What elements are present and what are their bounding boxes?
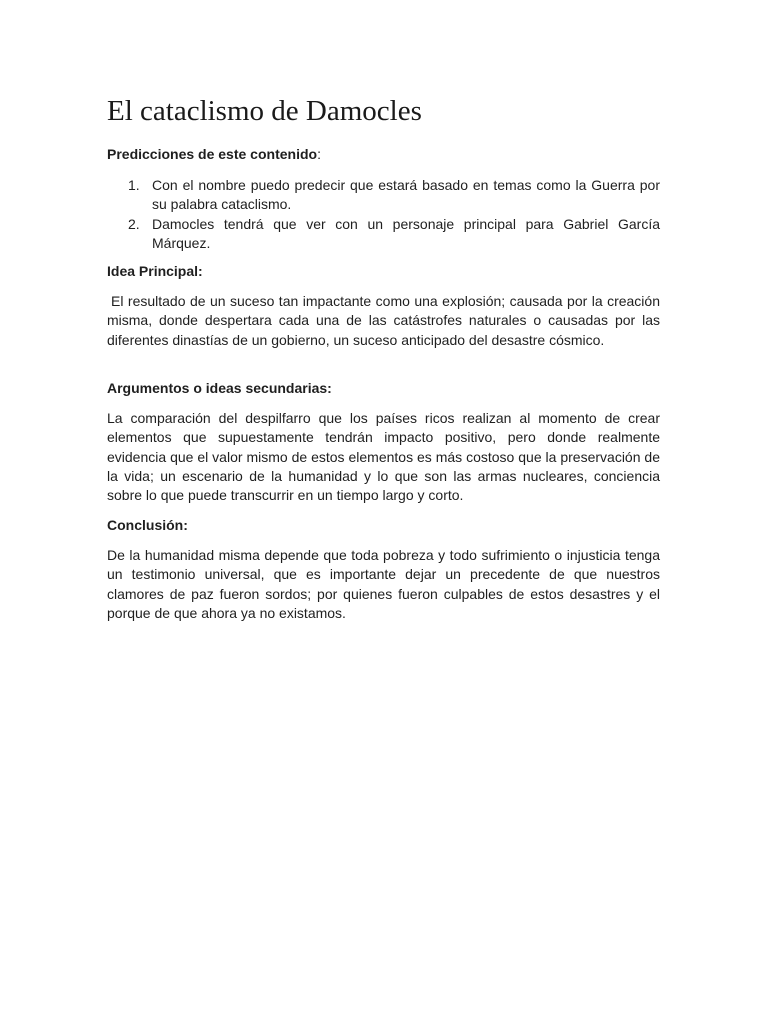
document-title: El cataclismo de Damocles (107, 95, 422, 127)
predictions-label: Predicciones de este contenido (107, 146, 318, 162)
conclusion-paragraph: De la humanidad misma depende que toda pobreza y todo sufrimiento o injusticia tenga un testimonio universal, que es importante dejar un precedente de que nuestros clamores de paz fueron sordos; por quienes fueron culpables de estos desastres y el porque de que ahora ya no existamos. (107, 547, 660, 621)
list-item (107, 176, 660, 215)
list-item (107, 215, 660, 254)
conclusion-heading: Conclusión: (107, 517, 188, 533)
predictions-list (107, 176, 660, 253)
list-item-number: 1. (128, 177, 140, 193)
predictions-label-colon: : (317, 146, 321, 162)
secondary-ideas-heading: Argumentos o ideas secundarias: (107, 380, 332, 396)
main-idea-heading: Idea Principal: (107, 263, 203, 279)
predictions-heading (107, 145, 321, 164)
list-item-text: Con el nombre puedo predecir que estará basado en temas como la Guerra por su palabra cataclismo. (152, 177, 660, 213)
main-idea-paragraph: El resultado de un suceso tan impactante como una explosión; causada por la creación misma, donde despertara cada una de las catástrofes naturales o causadas por las diferentes dinastías de un gobierno, un suceso anticipado del desastre cósmico. (107, 293, 660, 348)
secondary-ideas-paragraph: La comparación del despilfarro que los países ricos realizan al momento de crear elementos que supuestamente tendrán impacto positivo, pero donde realmente evidencia que el valor mismo de estos elementos es más costoso que la preservación de la vida; un escenario de la humanidad y lo que son las armas nucleares, conciencia sobre lo que puede transcurrir en un tiempo largo y corto. (107, 410, 660, 504)
list-item-text: Damocles tendrá que ver con un personaje principal para Gabriel García Márquez. (152, 215, 660, 251)
list-item-number: 2. (128, 215, 140, 232)
